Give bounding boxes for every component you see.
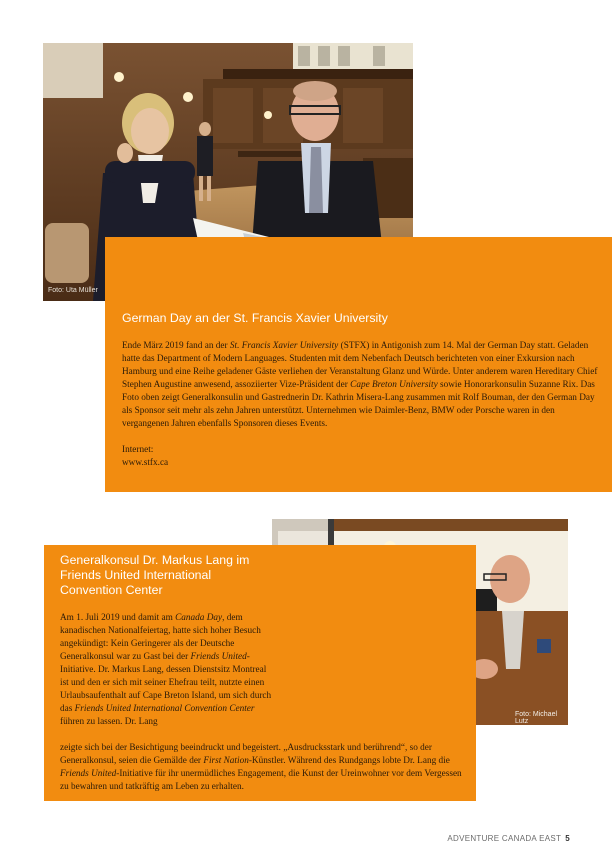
publication-name: ADVENTURE CANADA EAST [447,834,562,843]
text-run: sowie Honorarkonsulin Suzanne Rix. Das Foto oben zeigt Generalkonsulin und Gastrednerin Dr. Kathrin Misera-Lang zusammen mit Rolf Bouman, der den German Day als Sponsor seit mehr als zehn Jahren unterstützt. Unternehmen wie Daimler-Benz, BMW oder Porsche waren in den vergangenen Jahren ebenfalls Sponsoren dieses Events. [122,380,595,429]
text-run: Ende März 2019 fand an der [122,341,230,351]
photo-credit: Foto: Michael Lutz [515,711,558,725]
text-run: zeigte sich bei der Besichtigung beeindruckt und begeistert. „Ausdrucksstark und berührend“, so der Generalkonsul, seien die Gemälde der [60,743,432,766]
article-paragraph [122,340,602,431]
text-run: (STFX) in Antigonish zum 14. Mal der German Day statt. Geladen hatte das Department of Modern Languages. Studenten mit dem Nebenfach Deutsch berichteten von einer Exkursion nach Hamburg und eine Reihe geladener Gäste verliehen der Veranstaltung Glanz und Würde. Unter anderem waren Hereditary Chief Stephen Augustine anwesend, assoziierter Vize-Präsident der [122,341,598,390]
text-run: Am 1. Juli 2019 und damit am [60,613,176,623]
internet-label: Internet: [122,445,154,455]
text-run-italic: Canada Day [175,613,223,623]
text-run: , dem kanadischen Nationalfeiertag, hatte sich hoher Besuch angekündigt: Kein Geringerer als der Deutsche Generalkonsul war zu Gast bei der [60,613,261,662]
text-run-italic: Friends United International Convention Center [74,704,255,714]
article-convention-center [44,545,476,801]
text-run-italic: Friends United [190,652,247,662]
article-paragraph-rest [60,742,470,794]
article-title: German Day an der St. Francis Xavier University [122,311,388,325]
article-german-day [105,237,612,492]
article-paragraph-intro [60,612,275,729]
text-run: -Initiative. Dr. Markus Lang, dessen Dienstsitz Montreal ist und den er sich mit seiner Ehefrau teilt, nutzte einen Urlaubsaufenthalt auf Cape Breton Island, um sich durch das [60,652,272,714]
article-body [122,340,602,470]
text-run-italic: Friends United [60,769,117,779]
text-run-italic: Cape Breton University [350,380,438,390]
text-run: -Künstler. Während des Rundgangs lobte Dr. Lang die [248,756,450,766]
page-number: 5 [565,834,570,843]
text-run: -Initiative für ihr unermüdliches Engagement, die Kunst der Ureinwohner vor dem Vergessen zu bewahren und tatkräftig am Leben zu erhalten. [60,769,462,792]
website-link[interactable]: www.stfx.ca [122,458,169,468]
page-footer [447,834,570,843]
text-run: führen zu lassen. Dr. Lang [60,717,158,727]
text-run-italic: St. Francis Xavier University [229,341,339,351]
text-run-italic: First Nation [203,756,249,766]
photo-credit: Foto: Uta Müller [48,287,98,294]
article-title: Generalkonsul Dr. Markus Lang im Friends United International Convention Center [60,553,250,597]
